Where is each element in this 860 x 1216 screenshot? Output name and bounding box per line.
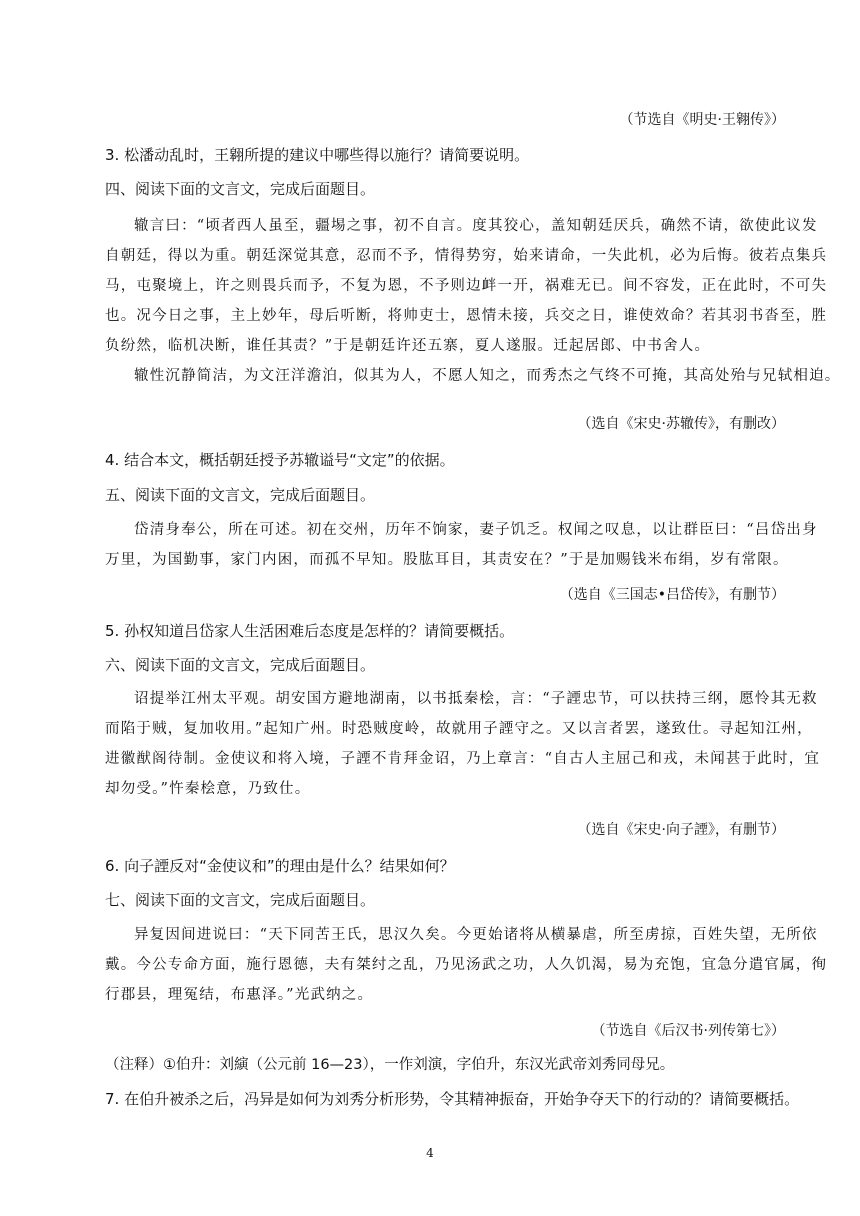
- annotation-note: （注释）①伯升：刘縯（公元前 16—23），一作刘演，字伯升，东汉光武帝刘秀同母兄。: [105, 1057, 675, 1073]
- source-citation: （选自《宋史·向子諲》，有删节）: [577, 822, 785, 838]
- source-citation: （选自《三国志•吕岱传》，有删节）: [559, 587, 785, 603]
- question-4: 4. 结合本文，概括朝廷授予苏辙谥号“文定”的依据。: [105, 451, 455, 469]
- passage-line: 进徽猷阁待制。金使议和将入境，子諲不肯拜金诏，乃上章言：“自古人主屈己和戎，未闻甚于此时，宜: [105, 751, 821, 767]
- page-number: 4: [426, 1146, 434, 1160]
- passage-line: 负纷然，临机决断，谁任其责？”于是朝廷许还五寨，夏人遂服。迁起居郎、中书舍人。: [105, 338, 711, 354]
- question-5: 5. 孙权知道吕岱家人生活困难后态度是怎样的？请简要概括。: [105, 622, 515, 640]
- passage-line: 辙性沉静简洁，为文汪洋澹泊，似其为人，不愿人知之，而秀杰之气终不可掩，其高处殆与兄轼相迫。: [134, 368, 841, 384]
- question-3: 3. 松潘动乱时，王翱所提的建议中哪些得以施行？请简要说明。: [105, 146, 530, 164]
- passage-line: 也。况今日之事，主上妙年，母后听断，将帅吏士，恩情未接，兵交之日，谁使效命？若其羽书沓至，胜: [105, 308, 828, 324]
- passage-line: 马，屯聚境上，许之则畏兵而予，不复为恩，不予则边衅一开，祸难无已。间不容发，正在此时，不可失: [105, 278, 828, 294]
- passage-line: 而陷于贼，复加收用。”起知广州。时恐贼度岭，故就用子諲守之。又以言者罢，遂致仕。寻起知江州，: [105, 721, 813, 737]
- passage-line: 自朝廷，得以为重。朝廷深觉其意，忍而不予，情得势穷，始来请命，一失此机，必为后悔。彼若点集兵: [105, 248, 828, 264]
- passage-line: 万里，为国勤事，家门内困，而孤不早知。股肱耳目，其责安在？”于是加赐钱米布绢，岁有常限。: [105, 552, 789, 568]
- source-citation: （节选自《后汉书·列传第七》）: [591, 1023, 785, 1039]
- question-7: 7. 在伯升被杀之后，冯异是如何为刘秀分析形势，令其精神振奋，开始争夺天下的行动的？请简要概括。: [105, 1090, 800, 1108]
- passage-line: 戴。今公专命方面，施行恩德，夫有桀纣之乱，乃见汤武之功，人久饥渴，易为充饱，宜急分遣官属，徇: [105, 957, 828, 973]
- section-4-heading: 四、阅读下面的文言文，完成后面题目。: [105, 180, 376, 198]
- passage-line: 诏提举江州太平观。胡安国方避地湖南，以书抵秦桧，言：“子諲忠节，可以扶持三纲，愿怜其无救: [134, 691, 818, 707]
- section-5-heading: 五、阅读下面的文言文，完成后面题目。: [105, 486, 376, 504]
- section-6-heading: 六、阅读下面的文言文，完成后面题目。: [105, 656, 376, 674]
- section-7-heading: 七、阅读下面的文言文，完成后面题目。: [105, 891, 376, 909]
- passage-line: 岱清身奉公，所在可述。初在交州，历年不饷家，妻子饥乏。权闻之叹息，以让群臣曰：“吕岱出身: [134, 522, 818, 538]
- source-citation: （选自《宋史·苏辙传》，有删改）: [577, 416, 785, 432]
- question-6: 6. 向子諲反对“金使议和”的理由是什么？结果如何？: [105, 857, 455, 875]
- passage-line: 异复因间进说曰：“天下同苦王氏，思汉久矣。今更始诸将从横暴虐，所至虏掠，百姓失望，无所依: [134, 927, 818, 943]
- passage-line: 却勿受。”忤秦桧意，乃致仕。: [105, 781, 311, 797]
- passage-line: 行郡县，理冤结，布惠泽。”光武纳之。: [105, 987, 374, 1003]
- source-citation: （节选自《明史·王翱传》）: [619, 112, 785, 128]
- passage-line: 辙言曰：“顷者西人虽至，疆埸之事，初不自言。度其狡心，盖知朝廷厌兵，确然不请，欲使此议发: [134, 218, 818, 234]
